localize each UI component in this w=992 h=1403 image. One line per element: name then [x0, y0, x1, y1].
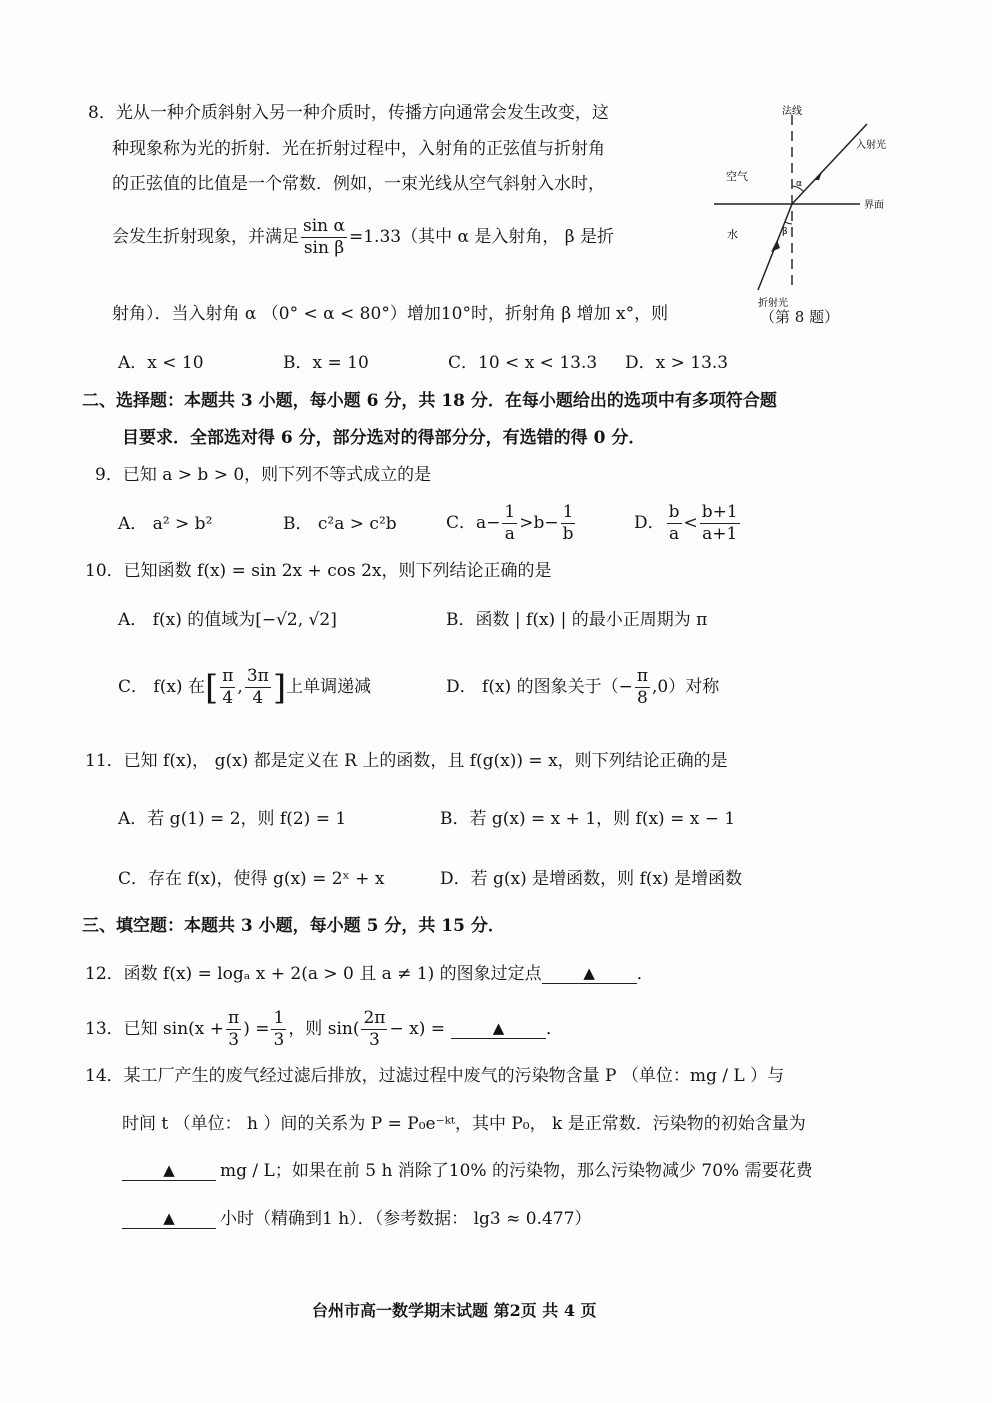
q10-c-bracket-right: ] — [272, 667, 287, 708]
q8-option-c: C．10 < x < 13.3 — [448, 353, 598, 373]
q9-d-frac-2 — [700, 504, 740, 543]
q13-mid-1: ) = — [243, 1019, 270, 1039]
q14-triangle-mark-2: ▲ — [163, 1209, 175, 1227]
q10-stem: 10．已知函数 f(x) = sin 2x + cos 2x，则下列结论正确的是 — [85, 561, 552, 581]
q8-line-4-post: =1.33（其中 α 是入射角， β 是折 — [349, 227, 615, 247]
q12-end: ． — [636, 964, 654, 984]
q10-d-pre: D． f(x) 的图象关于（− — [446, 677, 633, 697]
q10-option-c — [118, 668, 371, 707]
q9-d-pre: D． — [634, 513, 665, 533]
q13-mid-2: ，则 sin( — [288, 1019, 360, 1039]
q10-option-a: A． f(x) 的值域为[−√2, √2] — [118, 610, 337, 630]
q9-c-frac-1 — [502, 504, 517, 543]
q9-c-frac-2 — [561, 504, 576, 543]
q13-line — [85, 1010, 563, 1049]
q13-frac-2-num: 1 — [273, 1008, 285, 1028]
q14-line-3-text: mg / L；如果在前 5 h 消除了10% 的污染物，那么污染物减少 70% 需要花费 — [220, 1161, 813, 1181]
q8-line-3: 的正弦值的比值是一个常数．例如，一束光线从空气斜射入水时， — [112, 174, 605, 194]
q10-c-frac-1-num: π — [222, 666, 234, 686]
q10-d-post: ,0）对称 — [652, 677, 720, 697]
q11-option-b: B．若 g(x) = x + 1，则 f(x) = x − 1 — [440, 809, 736, 829]
q12-triangle-mark: ▲ — [583, 964, 595, 982]
q11-option-a: A．若 g(1) = 2，则 f(2) = 1 — [118, 809, 347, 829]
q9-d-frac-2-num: b+1 — [701, 502, 738, 522]
q9-d-frac-2-den: a+1 — [702, 524, 738, 544]
beta-arc — [785, 222, 792, 224]
q13-end: ． — [545, 1019, 563, 1039]
q8-line-1: 8．光从一种介质斜射入另一种介质时，传播方向通常会发生改变，这 — [88, 103, 609, 123]
incident-ray — [792, 124, 867, 204]
q10-d-frac-num: π — [636, 666, 649, 686]
q13-frac-2-den: 3 — [273, 1030, 285, 1050]
q13-frac-3 — [361, 1010, 387, 1049]
label-beta: β — [782, 227, 788, 237]
q10-d-frac-den: 8 — [637, 688, 648, 708]
diagram-caption: （第 8 题） — [760, 308, 840, 326]
q10-c-bracket-left: [ — [204, 667, 219, 708]
q13-triangle-mark: ▲ — [492, 1019, 505, 1037]
q11-option-d: D．若 g(x) 是增函数，则 f(x) 是增函数 — [440, 869, 743, 889]
refracted-arrow — [771, 240, 780, 252]
q14-answer-blank-2 — [122, 1210, 216, 1229]
label-interface: 界面 — [864, 200, 884, 211]
section-2-heading-line-1: 二、选择题：本题共 3 小题，每小题 6 分，共 18 分．在每小题给出的选项中有多项符合题 — [82, 391, 777, 411]
q8-line-4-pre: 会发生折射现象，并满足 — [112, 227, 299, 247]
q14-line-3 — [122, 1162, 813, 1181]
q14-triangle-mark-1: ▲ — [163, 1161, 175, 1179]
q9-c-pre: C．a− — [446, 513, 501, 533]
q13-frac-1-den: 3 — [228, 1030, 240, 1050]
section-2-heading-line-2: 目要求．全部选对得 6 分，部分选对的得部分分，有选错的得 0 分． — [122, 428, 646, 448]
q9-c-frac-1-num: 1 — [504, 502, 516, 522]
q9-d-frac-1 — [667, 504, 682, 543]
q11-option-c: C．存在 f(x)，使得 g(x) = 2ˣ + x — [118, 869, 385, 889]
q14-line-4 — [122, 1210, 591, 1229]
label-alpha: α — [796, 179, 802, 189]
q9-stem: 9．已知 a > b > 0，则下列不等式成立的是 — [95, 465, 432, 485]
q10-option-b: B．函数 | f(x) | 的最小正周期为 π — [446, 610, 708, 630]
q10-c-frac-2 — [245, 668, 271, 707]
q13-mid-3: − x) = — [389, 1019, 445, 1039]
q9-option-a: A． a² > b² — [118, 514, 213, 534]
q10-c-frac-2-num: 3π — [246, 666, 269, 686]
q13-frac-3-num: 2π — [363, 1008, 386, 1028]
q10-c-post: 上单调递减 — [286, 677, 372, 697]
q10-c-frac-1 — [220, 668, 235, 707]
q13-frac-2 — [271, 1010, 286, 1049]
q9-c-mid: >b− — [519, 513, 559, 533]
q9-c-frac-1-den: a — [504, 524, 515, 544]
q9-option-d — [634, 504, 742, 543]
q8-option-b: B．x = 10 — [283, 353, 369, 373]
q10-c-frac-1-den: 4 — [222, 688, 234, 708]
q12-answer-blank — [542, 965, 637, 984]
label-water: 水 — [727, 228, 738, 241]
q9-d-mid: < — [683, 513, 698, 533]
q14-line-4-text: 小时（精确到1 h）．（参考数据： lg3 ≈ 0.477） — [220, 1209, 592, 1229]
label-refracted: 折射光 — [758, 298, 788, 309]
q14-answer-blank-1 — [122, 1162, 216, 1181]
q10-option-d — [446, 668, 719, 707]
q9-option-b: B． c²a > c²b — [283, 514, 397, 534]
q10-d-frac — [635, 668, 650, 707]
q12-line — [85, 965, 654, 984]
q13-answer-blank — [451, 1020, 546, 1039]
q9-option-c — [446, 504, 577, 543]
q8-option-a: A．x < 10 — [118, 353, 204, 373]
q8-line-2: 种现象称为光的折射．光在折射过程中，入射角的正弦值与折射角 — [112, 139, 605, 159]
refraction-diagram — [700, 100, 900, 335]
q13-frac-3-den: 3 — [369, 1030, 380, 1050]
page-footer: 台州市高一数学期末试题 第2页 共 4 页 — [312, 1301, 597, 1320]
q8-sine-ratio — [301, 218, 347, 257]
q10-c-comma: , — [237, 677, 243, 697]
q13-frac-1-num: π — [228, 1008, 240, 1028]
q9-c-frac-2-den: b — [562, 524, 574, 544]
q14-line-1: 14．某工厂产生的废气经过滤后排放，过滤过程中废气的污染物含量 P （单位：mg / L ）与 — [85, 1066, 785, 1086]
label-air: 空气 — [726, 170, 748, 183]
q9-d-frac-1-num: b — [668, 502, 680, 522]
q10-c-frac-2-den: 4 — [252, 688, 264, 708]
q13-pre: 13．已知 sin(x + — [85, 1019, 225, 1039]
label-normal: 法线 — [782, 106, 802, 117]
q8-line-5: 射角）．当入射角 α （0° < α < 80°）增加10°时，折射角 β 增加 x°，则 — [112, 304, 669, 324]
q12-stem: 12．函数 f(x) = logₐ x + 2(a > 0 且 a ≠ 1) 的图象过定点 — [85, 964, 542, 984]
q14-line-2: 时间 t （单位： h ）间的关系为 P = P₀e⁻ᵏᵗ，其中 P₀， k 是正常数．污染物的初始含量为 — [122, 1114, 806, 1134]
q10-c-pre: C． f(x) 在 — [118, 677, 205, 697]
q8-sine-ratio-den: sin β — [303, 238, 345, 258]
label-incident: 入射光 — [856, 140, 886, 151]
q11-stem: 11．已知 f(x)， g(x) 都是定义在 R 上的函数，且 f(g(x)) = x，则下列结论正确的是 — [85, 751, 728, 771]
q9-d-frac-1-den: a — [669, 524, 680, 544]
q8-sine-ratio-num: sin α — [303, 216, 345, 236]
section-3-heading: 三、填空题：本题共 3 小题，每小题 5 分，共 15 分． — [82, 916, 505, 936]
q13-frac-1 — [226, 1010, 241, 1049]
q9-c-frac-2-num: 1 — [562, 502, 574, 522]
q8-option-d: D．x > 13.3 — [625, 353, 729, 373]
q8-line-4 — [112, 218, 614, 257]
